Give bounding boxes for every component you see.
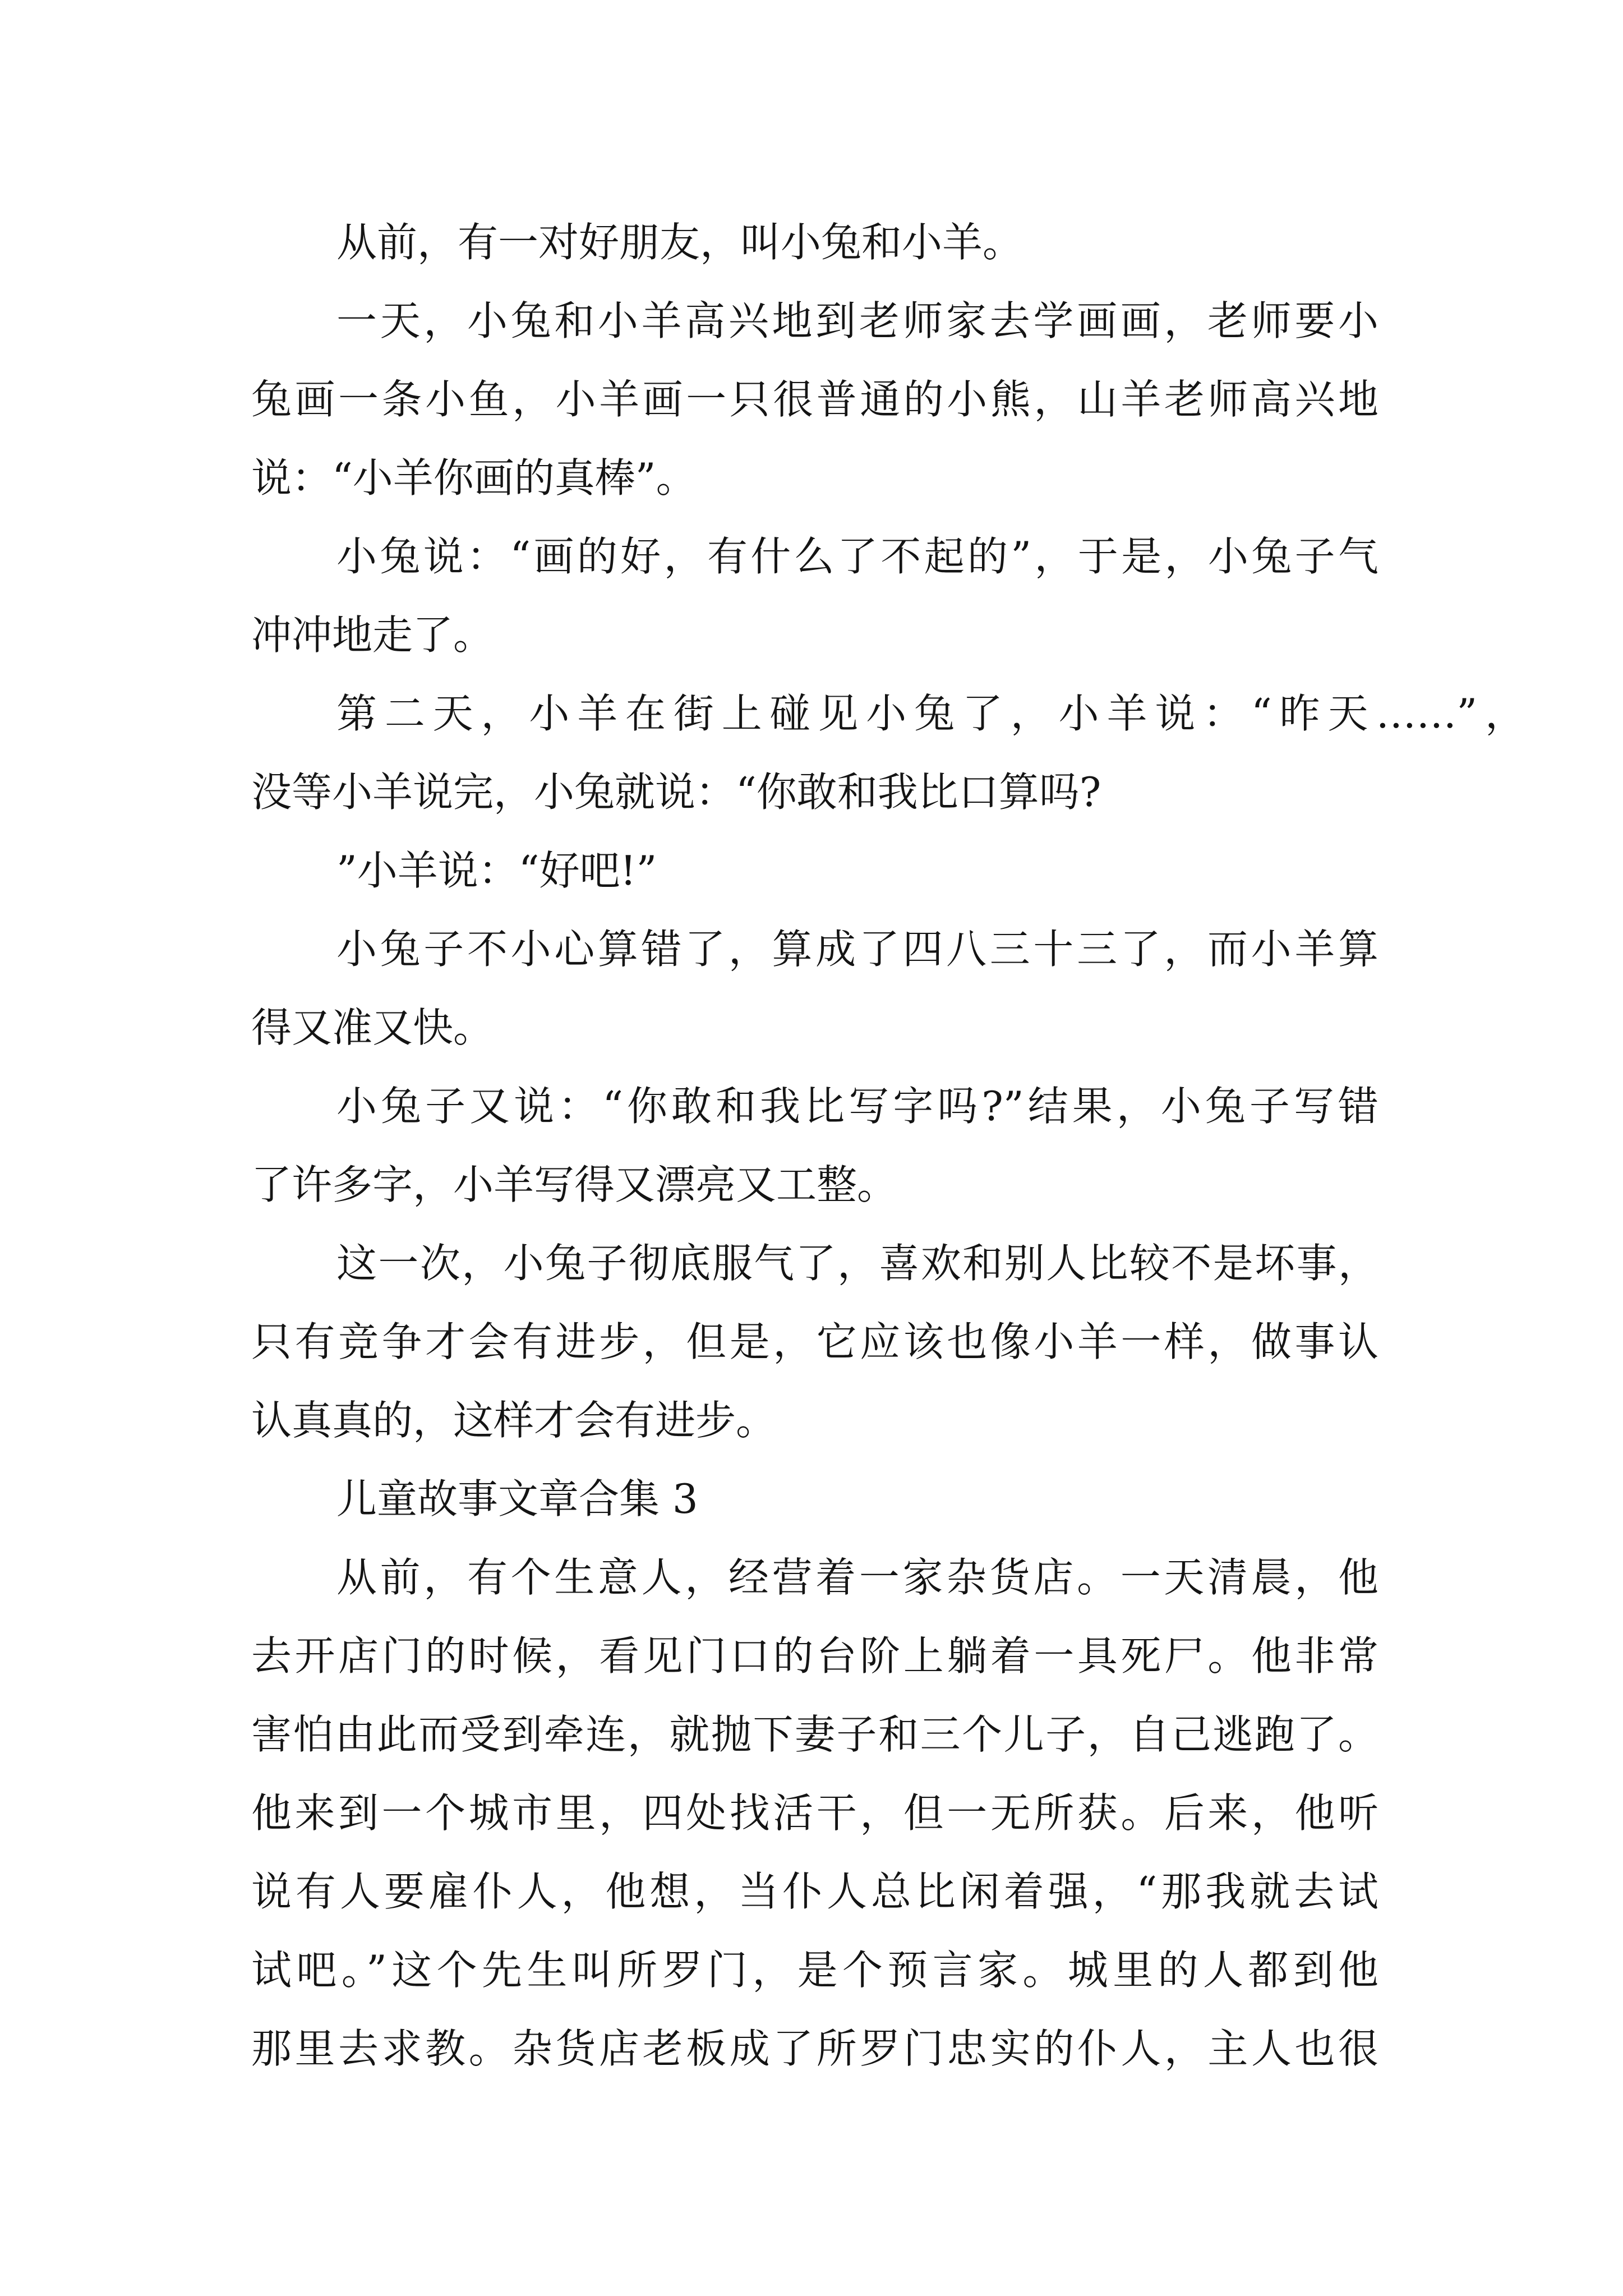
text-line: 试吧。”这个先生叫所罗门，是个预言家。城里的人都到他 <box>251 1947 1378 1994</box>
text-line: 从前，有个生意人，经营着一家杂货店。一天清晨，他 <box>336 1554 1378 1601</box>
text-line: 得又准又快。 <box>251 1004 494 1051</box>
text-line: ”小羊说：“好吧!” <box>336 847 657 894</box>
text-line: 冲冲地走了。 <box>251 611 494 659</box>
text-line: 从前，有一对好朋友，叫小兔和小羊。 <box>336 219 1023 266</box>
text-line: 没等小羊说完，小兔就说：“你敢和我比口算吗? <box>251 769 1101 816</box>
text-line: 第二天，小羊在街上碰见小兔了，小羊说：“昨天……”， <box>336 690 1525 737</box>
text-line: 小兔子又说：“你敢和我比写字吗?”结果，小兔子写错 <box>336 1083 1378 1130</box>
text-line: 只有竞争才会有进步，但是，它应该也像小羊一样，做事认 <box>251 1318 1378 1365</box>
text-line: 他来到一个城市里，四处找活干，但一无所获。后来，他听 <box>251 1789 1378 1837</box>
text-line: 这一次，小兔子彻底服气了，喜欢和别人比较不是坏事， <box>336 1240 1378 1287</box>
text-line: 说有人要雇仆人，他想，当仆人总比闲着强，“那我就去试 <box>251 1868 1378 1915</box>
text-line: 小兔子不小心算错了，算成了四八三十三了，而小羊算 <box>336 926 1378 973</box>
text-line: 认真真的，这样才会有进步。 <box>251 1397 777 1444</box>
text-line: 那里去求教。杂货店老板成了所罗门忠实的仆人，主人也很 <box>251 2025 1378 2072</box>
text-line: 了许多字，小羊写得又漂亮又工整。 <box>251 1161 898 1208</box>
text-line: 说：“小羊你画的真棒”。 <box>251 454 697 501</box>
text-line: 害怕由此而受到牵连，就抛下妻子和三个儿子，自己逃跑了。 <box>251 1711 1378 1758</box>
section-heading: 儿童故事文章合集 3 <box>336 1475 698 1522</box>
text-line: 一天，小兔和小羊高兴地到老师家去学画画，老师要小 <box>336 297 1378 344</box>
text-line: 小兔说：“画的好，有什么了不起的”，于是，小兔子气 <box>336 533 1378 580</box>
text-line: 去开店门的时候，看见门口的台阶上躺着一具死尸。他非常 <box>251 1632 1378 1680</box>
text-line: 兔画一条小鱼，小羊画一只很普通的小熊，山羊老师高兴地 <box>251 376 1378 423</box>
